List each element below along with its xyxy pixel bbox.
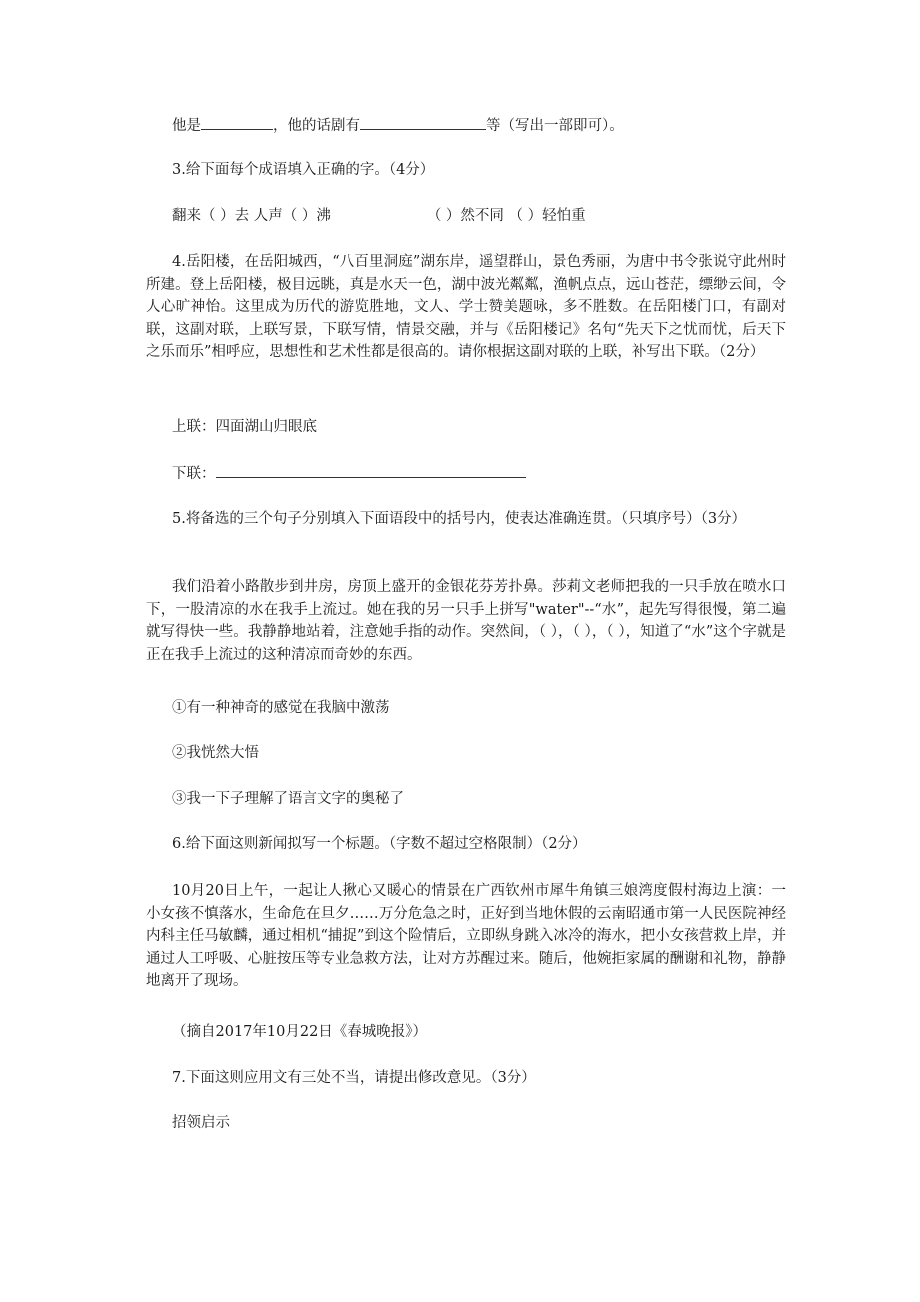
author-middle: ，他的话剧有: [273, 118, 360, 134]
couplet-lower-blank[interactable]: [216, 463, 526, 478]
couplet-lower-line: [172, 463, 812, 484]
news-source: （摘自2017年10月22日《春城晚报》）: [172, 1024, 428, 1040]
couplet-upper: 上联：四面湖山归眼底: [172, 419, 317, 435]
question-3-idioms: [172, 206, 812, 226]
option-3: ③我一下子理解了语言文字的奥秘了: [172, 791, 404, 807]
idioms-group-2: （ ）然不同 （ ）轻怕重: [426, 208, 586, 224]
author-name-blank[interactable]: [201, 115, 273, 130]
author-prefix: 他是: [172, 118, 201, 134]
drama-title-blank[interactable]: [360, 115, 486, 130]
author-question-line: [172, 115, 812, 136]
author-suffix: 等（写出一部即可）。: [486, 118, 624, 134]
question-7-title: 7.下面这则应用文有三处不当，请提出修改意见。（3分）: [172, 1070, 536, 1086]
question-3-title: 3.给下面每个成语填入正确的字。（4分）: [172, 162, 435, 178]
question-6-title: 6.给下面这则新闻拟写一个标题。（字数不超过空格限制）（2分）: [172, 836, 587, 852]
option-1: ①有一种神奇的感觉在我脑中激荡: [172, 700, 390, 716]
couplet-lower-label: 下联：: [172, 466, 216, 482]
question-5-title: 5.将备选的三个句子分别填入下面语段中的括号内，使表达准确连贯。（只填序号）（3分）: [172, 511, 747, 527]
question-5-passage: 我们沿着小路散步到井房，房顶上盛开的金银花芬芳扑鼻。莎莉文老师把我的一只手放在喷水口下，一股清凉的水在我手上流过。她在我的另一只手上拼写"water"--“水”，起先写得很慢，第二遍就写得快一些。我静静地站着，注意她手指的动作。突然间，（ ），（ ），（ ），知道了“水”这个字就是正在我手上流过的这种清凉而奇妙的东西。: [146, 579, 786, 663]
option-2: ②我恍然大悟: [172, 745, 259, 761]
idioms-group-1: 翻来（ ）去 人声（ ）沸: [172, 208, 331, 224]
question-6-news: 10月20日上午，一起让人揪心又暖心的情景在广西钦州市犀牛角镇三娘湾度假村海边上演：一小女孩不慎落水，生命危在旦夕……万分危急之时，正好到当地休假的云南昭通市第一人民医院神经内科主任马敏麟，通过相机“捕捉”到这个险情后，立即纵身跳入冰冷的海水，把小女孩营救上岸，并通过人工呼吸、心脏按压等专业急救方法，让对方苏醒过来。随后，他婉拒家属的酬谢和礼物，静静地离开了现场。: [146, 883, 786, 990]
notice-title: 招领启示: [172, 1115, 230, 1131]
question-4-text: 4.岳阳楼，在岳阳城西，“八百里洞庭”湖东岸，遥望群山，景色秀丽，为唐中书令张说守此州时所建。登上岳阳楼，极目远眺，真是水天一色，湖中波光粼粼，渔帆点点，远山苍茫，缥缈云间，令人心旷神怡。这里成为历代的游览胜地，文人、学士赞美题咏，多不胜数。在岳阳楼门口，有副对联，这副对联，上联写景，下联写情，情景交融，并与《岳阳楼记》名句“先天下之忧而忧，后天下之乐而乐”相呼应，思想性和艺术性都是很高的。请你根据这副对联的上联，补写出下联。（2分）: [146, 254, 786, 361]
